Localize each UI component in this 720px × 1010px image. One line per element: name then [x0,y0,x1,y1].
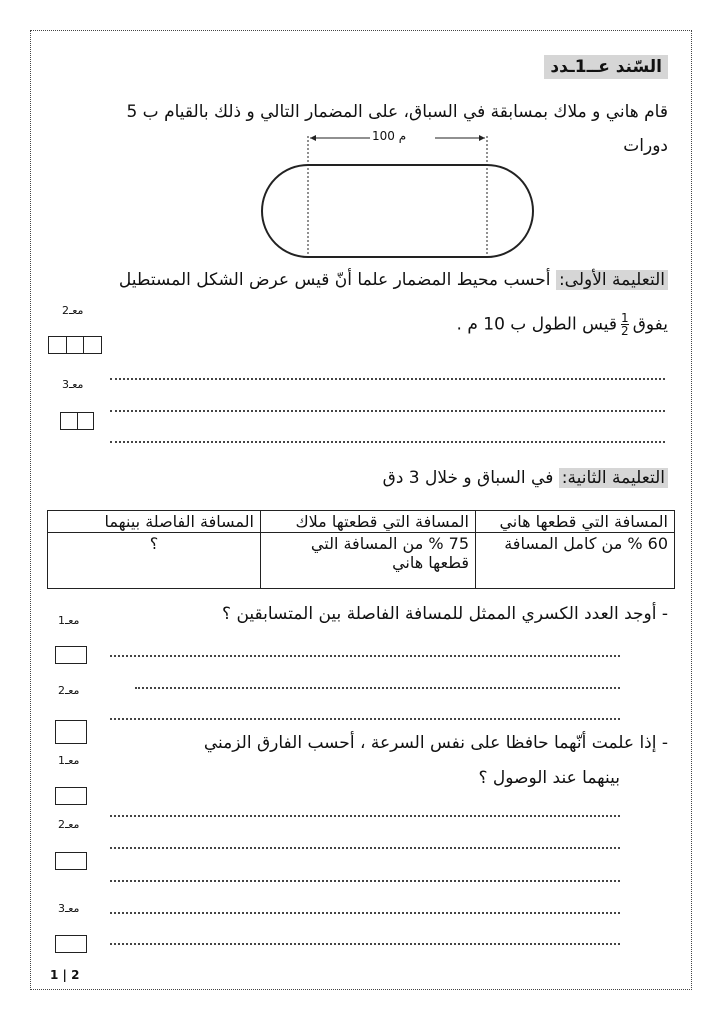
fraction [621,312,629,337]
grade-box [48,336,102,354]
answer-line[interactable] [110,847,620,849]
text-end: قيس الطول ب 10 م . [456,314,618,335]
header-cell: المسافة التي قطعتها ملاك [261,511,476,533]
mark-label: معـ2 [58,684,80,697]
track-diagram [260,128,535,263]
mark-label: معـ1 [58,754,80,767]
instruction-2-label: التعليمة الثانية: [559,468,668,488]
page-number: 1 | 2 [50,968,80,982]
table-cell: 75 % من المسافة التي قطعها هاني [261,533,476,589]
instruction-2-text: في السباق و خلال 3 دق [382,468,554,488]
question-2-line1: - إذا علمت أنّهما حافظا على نفس السرعة ، أحسب الفارق الزمني [203,733,668,753]
fraction-numerator: 1 [621,311,629,325]
document-title: السّند عــ1ـدد [544,55,668,79]
text-start: يفوق [632,314,668,335]
table-cell: 60 % من كامل المسافة [476,533,675,589]
answer-line[interactable] [110,880,620,882]
answer-line[interactable] [110,815,620,817]
answer-line[interactable] [110,718,620,720]
grade-box [60,412,94,430]
instruction-1-text: أحسب محيط المضمار علما أنّ قيس عرض الشكل المستطيل [118,270,551,290]
instruction-1 [119,270,668,290]
answer-line[interactable] [110,410,665,412]
question-1: - أوجد العدد الكسري الممثل للمسافة الفاصلة بين المتسابقين ؟ [222,604,668,624]
header-cell: المسافة الفاصلة بينهما [48,511,261,533]
grade-box [55,646,87,664]
mark-label: معـ1 [58,614,80,627]
instruction-2 [383,468,668,488]
grade-box [55,787,87,805]
question-2-line2: بينهما عند الوصول ؟ [478,768,620,788]
intro-line-1: قام هاني و ملاك بمسابقة في السباق، على المضمار التالي و ذلك بالقيام ب 5 [126,102,668,122]
answer-line[interactable] [110,655,620,657]
mark-label: معـ2 [58,818,80,831]
answer-line[interactable] [110,912,620,914]
mark-label: معـ3 [62,378,84,391]
track-length-label: 100 م [372,129,407,143]
instruction-1-label: التعليمة الأولى: [556,270,668,290]
instruction-1-line2 [457,312,668,337]
answer-line[interactable] [110,943,620,945]
grade-box [55,852,87,870]
answer-line[interactable] [110,378,665,380]
mark-label: معـ3 [58,902,80,915]
fraction-denominator: 2 [621,324,629,338]
table-cell: ؟ [48,533,261,589]
answer-line[interactable] [110,441,665,443]
mark-label: معـ2 [62,304,84,317]
grade-box [55,935,87,953]
grade-box [55,720,87,744]
answer-line[interactable] [135,687,620,689]
header-cell: المسافة التي قطعها هاني [476,511,675,533]
distance-table [47,510,675,589]
intro-line-2: دورات [623,136,668,156]
